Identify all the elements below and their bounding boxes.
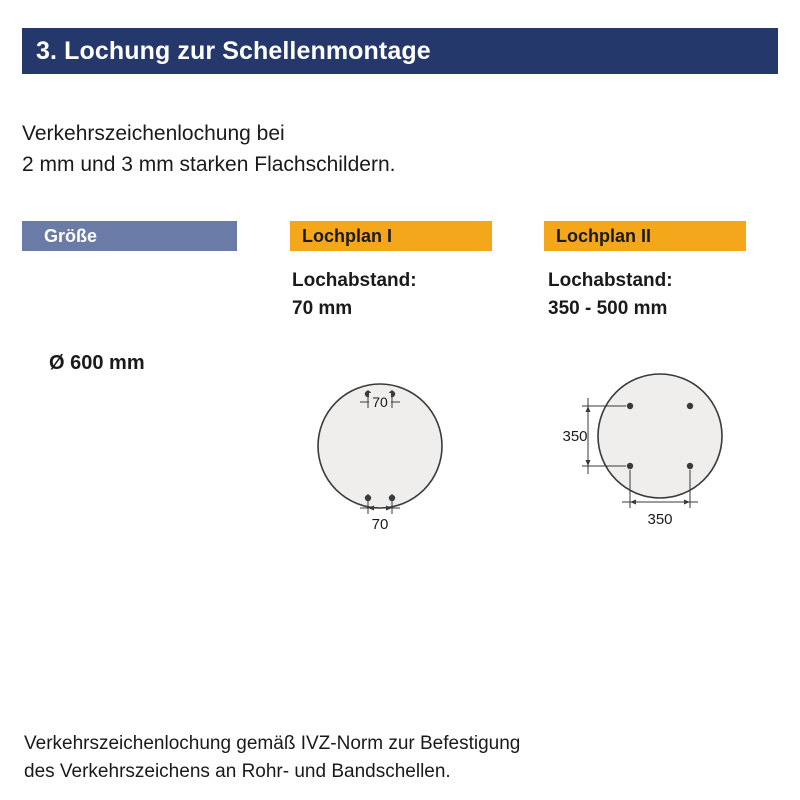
lochplan-1-caption-line-2: 70 mm [292, 298, 353, 319]
section-header-bar [22, 28, 778, 74]
hole-bottom-left [627, 463, 633, 469]
column-header-lochplan-2 [544, 221, 746, 251]
dimension-bottom-value: 70 [371, 516, 389, 533]
footer-note-line-2: des Verkehrszeichens an Rohr- und Bandschellen. [24, 761, 451, 782]
dimension-vertical-value: 350 [562, 428, 588, 445]
lochplan-2-caption [548, 267, 673, 323]
intro-line-2: 2 mm und 3 mm starken Flachschildern. [22, 153, 396, 176]
column-header-lochplan-2-label: Lochplan II [556, 225, 652, 246]
lochplan-1-caption-line-1: Lochabstand: [292, 270, 417, 291]
dimension-horizontal-value: 350 [647, 511, 673, 528]
footer-note [24, 730, 520, 786]
lochplan-2-caption-line-1: Lochabstand: [548, 270, 673, 291]
lochplan-2-diagram [530, 356, 750, 541]
page-title: 3. Lochung zur Schellenmontage [36, 36, 431, 65]
sign-circle [598, 374, 722, 498]
footer-note-line-1: Verkehrszeichenlochung gemäß IVZ-Norm zur Befestigung [24, 733, 521, 754]
hole-bottom-right [687, 463, 693, 469]
intro-line-1: Verkehrszeichenlochung bei [22, 122, 285, 145]
dimension-top-value: 70 [372, 394, 388, 410]
hole-top-right [687, 403, 693, 409]
lochplan-2-caption-line-2: 350 - 500 mm [548, 298, 668, 319]
hole-top-left [627, 403, 633, 409]
column-header-lochplan-1-label: Lochplan I [302, 225, 392, 246]
lochplan-1-diagram [300, 356, 470, 541]
intro-text [22, 118, 395, 180]
lochplan-1-caption [292, 267, 417, 323]
column-header-size-label: Größe [44, 225, 98, 246]
row-size-label: Ø 600 mm [49, 352, 145, 374]
column-header-lochplan-1 [290, 221, 492, 251]
column-header-size [22, 221, 237, 251]
